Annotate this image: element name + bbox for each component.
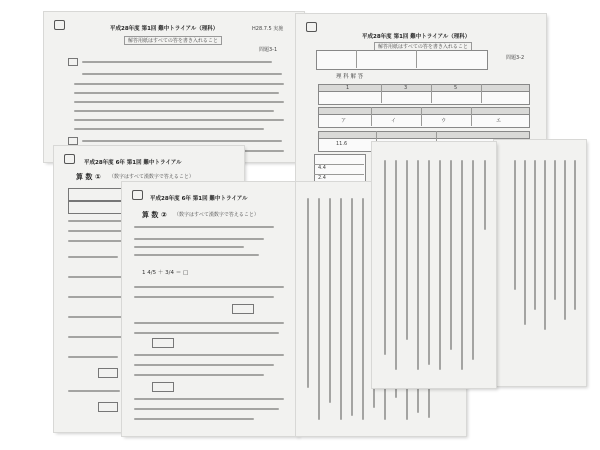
- text-line: [68, 220, 128, 222]
- text-column: [472, 160, 474, 360]
- school-logo: [306, 22, 317, 32]
- text-line: [74, 128, 264, 130]
- text-line: [68, 240, 123, 242]
- instruction-box: [68, 200, 122, 214]
- divider: [481, 84, 482, 103]
- text-line: [68, 296, 122, 298]
- exam-sheet-science-questions: [44, 12, 304, 162]
- school-logo: [54, 20, 65, 30]
- text-line: [68, 390, 120, 392]
- answer-box: [152, 338, 174, 348]
- text-line: [82, 61, 272, 63]
- divider: [416, 50, 417, 68]
- text-column: [351, 198, 353, 416]
- fraction-expression: 1 4/5 ＋ 3/4 ＝ □: [142, 270, 189, 276]
- subject-title: 算 数 ②: [142, 211, 167, 219]
- table-cell-value: 1: [346, 85, 350, 91]
- text-line: [134, 418, 254, 420]
- text-column: [514, 160, 516, 290]
- text-column: [484, 160, 486, 230]
- section-heading: 理 科 解 答: [336, 74, 364, 80]
- table-cell-value: 4.4: [318, 165, 326, 171]
- divider: [421, 107, 422, 126]
- sheet-header: 平成28年度 6年 第1回 難中トライアル: [84, 160, 182, 166]
- sheet-subtitle: 解答用紙はすべての答を書き入れること: [374, 42, 472, 51]
- subject-note: （数字はすべて漢数字で答えること）: [174, 212, 259, 218]
- question-number-box: [68, 58, 78, 66]
- divider: [381, 84, 382, 103]
- text-line: [74, 92, 279, 94]
- text-line: [68, 256, 118, 258]
- answer-box: [98, 402, 118, 412]
- sheet-date: H28.7.5 実施: [252, 26, 284, 32]
- question-number-box: [68, 137, 78, 145]
- table-cell-value: ウ: [441, 118, 447, 124]
- text-column: [428, 160, 430, 365]
- text-line: [134, 238, 264, 240]
- divider: [431, 84, 432, 103]
- divider: [471, 107, 472, 126]
- text-column: [395, 160, 397, 370]
- student-name-box: [316, 50, 488, 70]
- sheet-header: 平成28年度 6年 第1回 難中トライアル: [150, 196, 248, 202]
- text-column: [384, 160, 386, 355]
- text-line: [68, 276, 126, 278]
- text-line: [68, 336, 126, 338]
- text-line: [74, 110, 274, 112]
- text-column: [564, 160, 566, 320]
- sheet-header: 平成28年度 第1回 難中トライアル（理科）: [110, 26, 219, 32]
- table-cell-value: 11.6: [336, 141, 348, 147]
- text-column: [307, 198, 309, 388]
- text-line: [82, 73, 282, 75]
- table-cell-value: イ: [391, 118, 397, 124]
- text-column: [544, 160, 546, 330]
- school-logo: [132, 190, 143, 200]
- subject-note: （数字はすべて漢数字で答えること）: [109, 174, 194, 180]
- text-column: [340, 198, 342, 420]
- table-cell: [318, 91, 530, 105]
- text-line: [68, 316, 124, 318]
- divider: [356, 50, 357, 68]
- text-column: [318, 198, 320, 420]
- table-cell-value: 2.4: [318, 175, 326, 181]
- text-line: [74, 119, 284, 121]
- table-cell-value: 3: [404, 85, 408, 91]
- answer-box: [98, 368, 118, 378]
- answer-box: [152, 382, 174, 392]
- text-line: [68, 356, 118, 358]
- text-column: [461, 160, 463, 370]
- text-column: [329, 198, 331, 403]
- text-line: [134, 322, 284, 324]
- text-line: [134, 398, 284, 400]
- exam-sheet-japanese: [494, 140, 586, 386]
- sheet-title: 平成28年度 第1回 難中トライアル（理科）: [362, 34, 471, 40]
- table-cell-value: 5: [454, 85, 458, 91]
- text-column: [534, 160, 536, 310]
- table-cell-value: ア: [341, 118, 347, 124]
- text-line: [74, 83, 284, 85]
- text-line: [134, 286, 284, 288]
- text-line: [134, 226, 274, 228]
- exam-sheet-math-2: [122, 182, 298, 436]
- text-line: [134, 374, 264, 376]
- text-column: [554, 160, 556, 300]
- text-line: [134, 246, 244, 248]
- text-line: [134, 254, 259, 256]
- text-column: [450, 160, 452, 350]
- text-line: [134, 408, 279, 410]
- text-column: [406, 160, 408, 340]
- answer-box: [232, 304, 254, 314]
- text-line: [134, 354, 284, 356]
- text-column: [574, 160, 576, 310]
- text-column: [439, 160, 441, 370]
- text-line: [134, 296, 274, 298]
- text-line: [68, 230, 128, 232]
- sheet-note: 解答用紙はすべての答を書き入れること: [124, 36, 222, 45]
- text-line: [82, 140, 282, 142]
- table-cell-value: エ: [496, 118, 502, 124]
- text-column: [362, 198, 364, 420]
- subject-title: 算 数 ①: [76, 173, 101, 181]
- text-line: [134, 364, 274, 366]
- school-logo: [64, 154, 75, 164]
- divider: [371, 107, 372, 126]
- text-column: [417, 160, 419, 370]
- text-line: [134, 332, 279, 334]
- sheet-code: 問題3-1: [259, 47, 278, 53]
- text-line: [74, 101, 284, 103]
- text-column: [524, 160, 526, 325]
- sheet-code: 問題3-2: [506, 55, 525, 61]
- exam-sheet-japanese-3: [372, 142, 496, 388]
